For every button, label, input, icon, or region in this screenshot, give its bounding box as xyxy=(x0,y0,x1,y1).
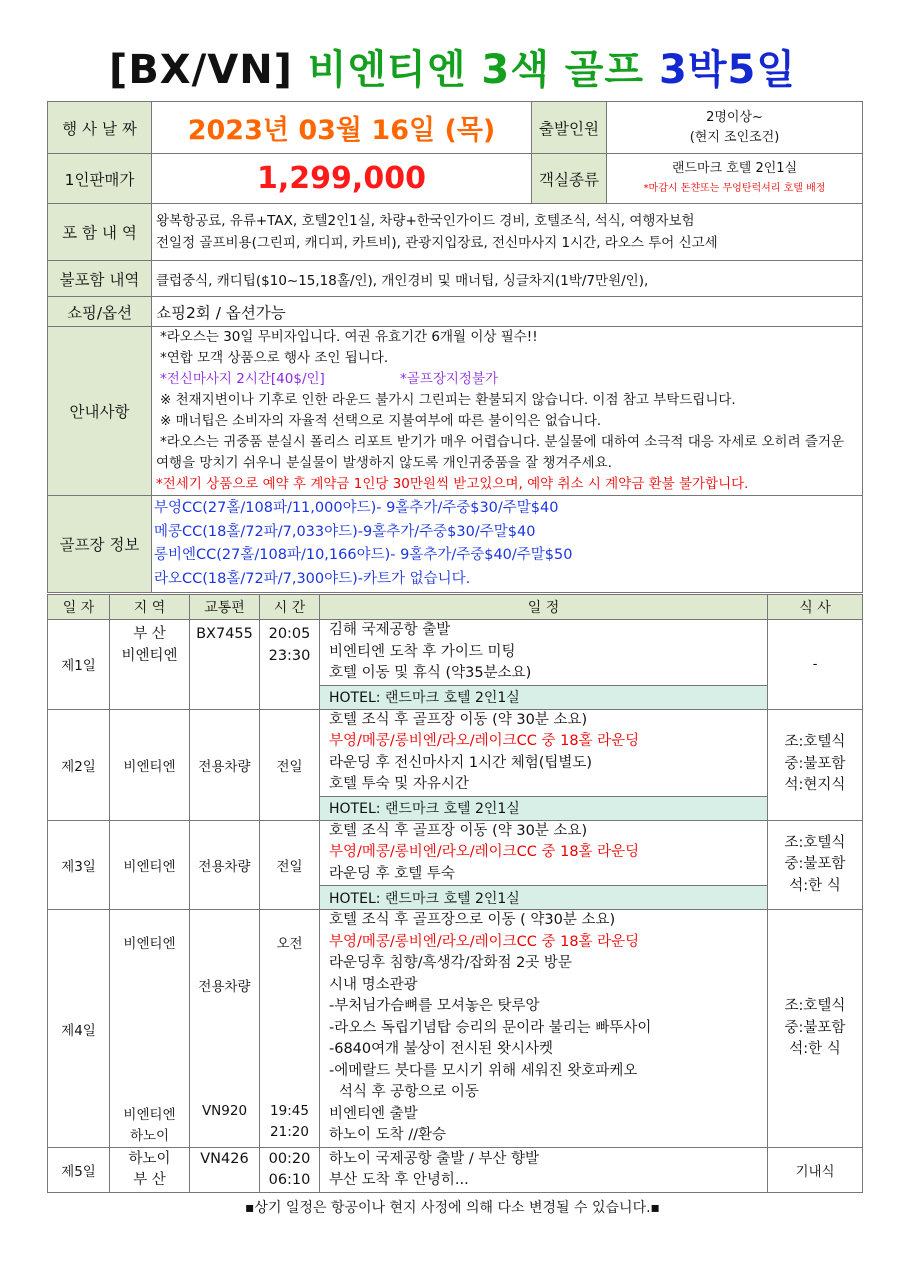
day4-item9: 석식 후 공항으로 이동 xyxy=(339,1084,479,1101)
day3-time: 전일 xyxy=(260,820,320,910)
info-table xyxy=(47,101,863,204)
golf-course-2: 메콩CC(18홀/72파/7,033야드)-9홀추가/주중$30/주말$40 xyxy=(154,523,536,540)
header-transport: 교통편 xyxy=(190,595,260,620)
day3-item3: 라운딩 후 호텔 투숙 xyxy=(329,865,455,882)
day4-item1: 호텔 조식 후 골프장으로 이동 ( 약30분 소요) xyxy=(329,912,616,929)
day4-meal3: 석:한 식 xyxy=(789,1041,841,1058)
day4-item6: -라오스 독립기념탑 승리의 문이라 불리는 빠뚜사이 xyxy=(329,1019,652,1036)
day4-time xyxy=(260,910,320,1148)
day2-meal xyxy=(768,709,863,820)
golf-course-3: 롱비엔CC(27홀/108파/10,166야드)- 9홀추가/주중$40/주말$50 xyxy=(154,547,573,563)
day4-meal2: 중:불포함 xyxy=(784,1019,846,1036)
header-region: 지 역 xyxy=(110,595,190,620)
day4-transport2: VN920 xyxy=(201,1103,248,1119)
day4-region2: 비엔티엔 xyxy=(123,1107,176,1123)
notice-value xyxy=(152,327,863,496)
shop-label: 쇼핑/옵션 xyxy=(48,297,152,327)
day4-transport xyxy=(190,910,260,1148)
day2-label: 제2일 xyxy=(48,709,110,820)
notice-line6: *라오스는 귀중품 분실시 폴리스 리포트 받기가 매우 어렵습니다. 분실물에 대하여 소극적 대응 자세로 오히려 즐거운 여행을 망치기 쉬우니 분실물이 발생하지 않도록 개인귀중품을 잘 챙겨주세요. xyxy=(156,434,845,471)
day5-time1: 00:20 xyxy=(268,1150,311,1167)
header-day: 일 자 xyxy=(48,595,110,620)
day2-item1: 호텔 조식 후 골프장 이동 (약 30분 소요) xyxy=(329,711,588,728)
day1-hotel: HOTEL: 랜드마크 호텔 2인1실 xyxy=(320,685,768,709)
day1-item2: 비엔티엔 도착 후 가이드 미팅 xyxy=(329,643,516,660)
day4-meal xyxy=(768,910,863,1148)
day3-meal3: 석:한 식 xyxy=(789,877,841,894)
header-meal: 식 사 xyxy=(768,595,863,620)
title-duration: 3박5일 xyxy=(659,47,796,93)
day5-time xyxy=(260,1148,320,1193)
day4-time3: 21:20 xyxy=(270,1124,309,1140)
day3-label: 제3일 xyxy=(48,820,110,910)
day3-itinerary xyxy=(320,820,768,886)
day4-label: 제4일 xyxy=(48,910,110,1148)
day3-meal xyxy=(768,820,863,910)
golf-course-1: 부영CC(27홀/108파/11,000야드)- 9홀추가/주중$30/주말$40 xyxy=(154,500,559,516)
notice-line4: ※ 천재지변이나 기후로 인한 라운드 불가시 그린피는 환불되지 않습니다. 이점 참고 부탁드립니다. xyxy=(160,392,736,408)
notice-line5: ※ 매너팁은 소비자의 자율적 선택으로 지불여부에 따른 불이익은 없습니다. xyxy=(160,413,602,429)
day2-hotel: HOTEL: 랜드마크 호텔 2인1실 xyxy=(320,796,768,820)
massage-note: *전신마사지 2시간[40$/인] xyxy=(160,371,325,387)
day4-meal1: 조:호텔식 xyxy=(784,998,846,1015)
day1-transport xyxy=(190,620,260,710)
notice-line3 xyxy=(156,369,858,390)
day5-label: 제5일 xyxy=(48,1148,110,1193)
day4-item5: -부처님가슴뼈를 모셔놓은 탓루앙 xyxy=(329,998,540,1015)
notice-line7: *전세기 상품으로 예약 후 계약금 1인당 30만원씩 받고있으며, 예약 취소 시 계약금 환불 불가합니다. xyxy=(156,476,749,492)
day4-item7: -6840여개 불상이 전시된 왓시사켓 xyxy=(329,1041,554,1058)
notice-line1: *라오스는 30일 무비자입니다. 여권 유효기간 6개월 이상 필수!! xyxy=(160,329,538,345)
room-label: 객실종류 xyxy=(532,154,607,204)
room-note: *마감시 돈챤또는 무엉탄럭셔리 호텔 배정 xyxy=(643,182,826,194)
day3-meal1: 조:호텔식 xyxy=(784,834,846,851)
include-line1: 왕복항공료, 유류+TAX, 호텔2인1실, 차량+한국인가이드 경비, 호텔조식, 석식, 여행자보험 xyxy=(156,213,695,229)
day5-time2: 06:10 xyxy=(268,1172,311,1188)
day4-item11: 하노이 도착 //환승 xyxy=(329,1127,447,1144)
day2-time: 전일 xyxy=(260,709,320,820)
golf-course-4: 라오CC(18홀/72파/7,300야드)-카트가 없습니다. xyxy=(154,570,471,587)
day4-itinerary xyxy=(320,910,768,1148)
day1-flight: BX7455 xyxy=(196,626,253,642)
detail-table xyxy=(47,203,863,593)
day1-meal: - xyxy=(768,620,863,710)
day2-item4: 호텔 투숙 및 자유시간 xyxy=(329,776,469,792)
header-itinerary: 일 정 xyxy=(320,595,768,620)
day4-item2: 부영/메콩/롱비엔/라오/레이크CC 중 18홀 라운딩 xyxy=(329,933,640,950)
notice-label: 안내사항 xyxy=(48,327,152,496)
day4-region1: 비엔티엔 xyxy=(123,936,176,952)
day5-item1: 하노이 국제공항 출발 / 부산 향발 xyxy=(329,1150,540,1167)
pax-value xyxy=(607,102,863,154)
day3-item1: 호텔 조식 후 골프장 이동 (약 30분 소요) xyxy=(329,822,588,839)
golf-course-note: *골프장지정불가 xyxy=(400,371,499,387)
day2-item3: 라운딩 후 전신마사지 1시간 체험(팁별도) xyxy=(329,754,593,771)
include-line2: 전일정 골프비용(그린피, 캐디피, 카트비), 관광지입장료, 전신마사지 1시간, 라오스 투어 신고세 xyxy=(156,235,718,251)
departure-date: 2023년 03월 16일 (목) xyxy=(152,102,532,154)
day4-item8: -에메랄드 붓다를 모시기 위해 세워진 왓호파케오 xyxy=(329,1062,638,1079)
day4-item10: 비엔티엔 출발 xyxy=(329,1105,418,1122)
day4-region3: 하노이 xyxy=(129,1128,170,1144)
price-value: 1,299,000 xyxy=(152,154,532,204)
day1-label: 제1일 xyxy=(48,620,110,710)
day5-region xyxy=(110,1148,190,1193)
room-type: 랜드마크 호텔 2인1실 xyxy=(671,160,798,176)
day5-region1: 하노이 xyxy=(128,1150,171,1167)
day5-transport xyxy=(190,1148,260,1193)
day3-region: 비엔티엔 xyxy=(110,820,190,910)
schedule-table xyxy=(47,594,863,1193)
day1-region xyxy=(110,620,190,710)
page-title xyxy=(0,38,905,95)
day4-time2: 19:45 xyxy=(270,1103,309,1119)
exclude-label: 불포함 내역 xyxy=(48,261,152,297)
day5-item2: 부산 도착 후 안녕히... xyxy=(329,1172,469,1188)
day2-item2: 부영/메콩/롱비엔/라오/레이크CC 중 18홀 라운딩 xyxy=(329,733,640,749)
day1-region2: 비엔티엔 xyxy=(121,647,178,664)
shop-value: 쇼핑2회 / 옵션가능 xyxy=(152,297,863,327)
title-code: [BX/VN] xyxy=(109,47,293,93)
day5-itinerary xyxy=(320,1148,768,1193)
day5-flight: VN426 xyxy=(200,1151,249,1167)
include-value xyxy=(152,204,863,261)
day1-region1: 부 산 xyxy=(133,626,166,642)
day4-region xyxy=(110,910,190,1148)
day5-meal: 기내식 xyxy=(768,1148,863,1193)
notice-line2: *연합 모객 상품으로 행사 조인 됩니다. xyxy=(160,350,389,366)
day2-region: 비엔티엔 xyxy=(110,709,190,820)
include-label: 포 함 내 역 xyxy=(48,204,152,261)
day2-transport: 전용차량 xyxy=(190,709,260,820)
day1-itinerary xyxy=(320,620,768,686)
golf-info xyxy=(152,496,863,593)
day1-time2: 23:30 xyxy=(268,647,311,664)
day3-transport: 전용차량 xyxy=(190,820,260,910)
golf-label: 골프장 정보 xyxy=(48,496,152,593)
price-label: 1인판매가 xyxy=(48,154,152,204)
pax-line1: 2명이상~ xyxy=(706,109,763,125)
day1-time1: 20:05 xyxy=(268,626,311,642)
day4-time1: 오전 xyxy=(276,936,303,952)
day4-transport1: 전용차량 xyxy=(198,979,251,995)
day1-time xyxy=(260,620,320,710)
room-value xyxy=(607,154,863,204)
day2-meal3: 석:현지식 xyxy=(784,777,846,794)
date-label: 행 사 날 짜 xyxy=(48,102,152,154)
day4-item4: 시내 명소관광 xyxy=(329,976,418,993)
day3-item2: 부영/메콩/롱비엔/라오/레이크CC 중 18홀 라운딩 xyxy=(329,844,640,860)
day3-meal2: 중:불포함 xyxy=(784,856,846,872)
day5-region2: 부 산 xyxy=(133,1172,166,1188)
header-time: 시 간 xyxy=(260,595,320,620)
day3-hotel: HOTEL: 랜드마크 호텔 2인1실 xyxy=(320,886,768,910)
title-name: 비엔티엔 3색 골프 xyxy=(307,47,645,93)
footer-note: ▪상기 일정은 항공이나 현지 사정에 의해 다소 변경될 수 있습니다.▪ xyxy=(244,1200,661,1216)
day1-item3: 호텔 이동 및 휴식 (약35분소요) xyxy=(329,665,532,681)
day2-meal1: 조:호텔식 xyxy=(784,734,846,751)
exclude-value: 클럽중식, 캐디팁($10~15,18홀/인), 개인경비 및 매너팁, 싱글차지(1박/7만원/인), xyxy=(152,261,863,297)
day2-itinerary xyxy=(320,709,768,796)
day1-item1: 김해 국제공항 출발 xyxy=(329,622,451,638)
day2-meal2: 중:불포함 xyxy=(784,755,846,772)
pax-label: 출발인원 xyxy=(532,102,607,154)
day4-item3: 라운딩후 침향/흑생각/잡화점 2곳 방문 xyxy=(329,955,572,972)
pax-line2: (현지 조인조건) xyxy=(689,129,780,145)
